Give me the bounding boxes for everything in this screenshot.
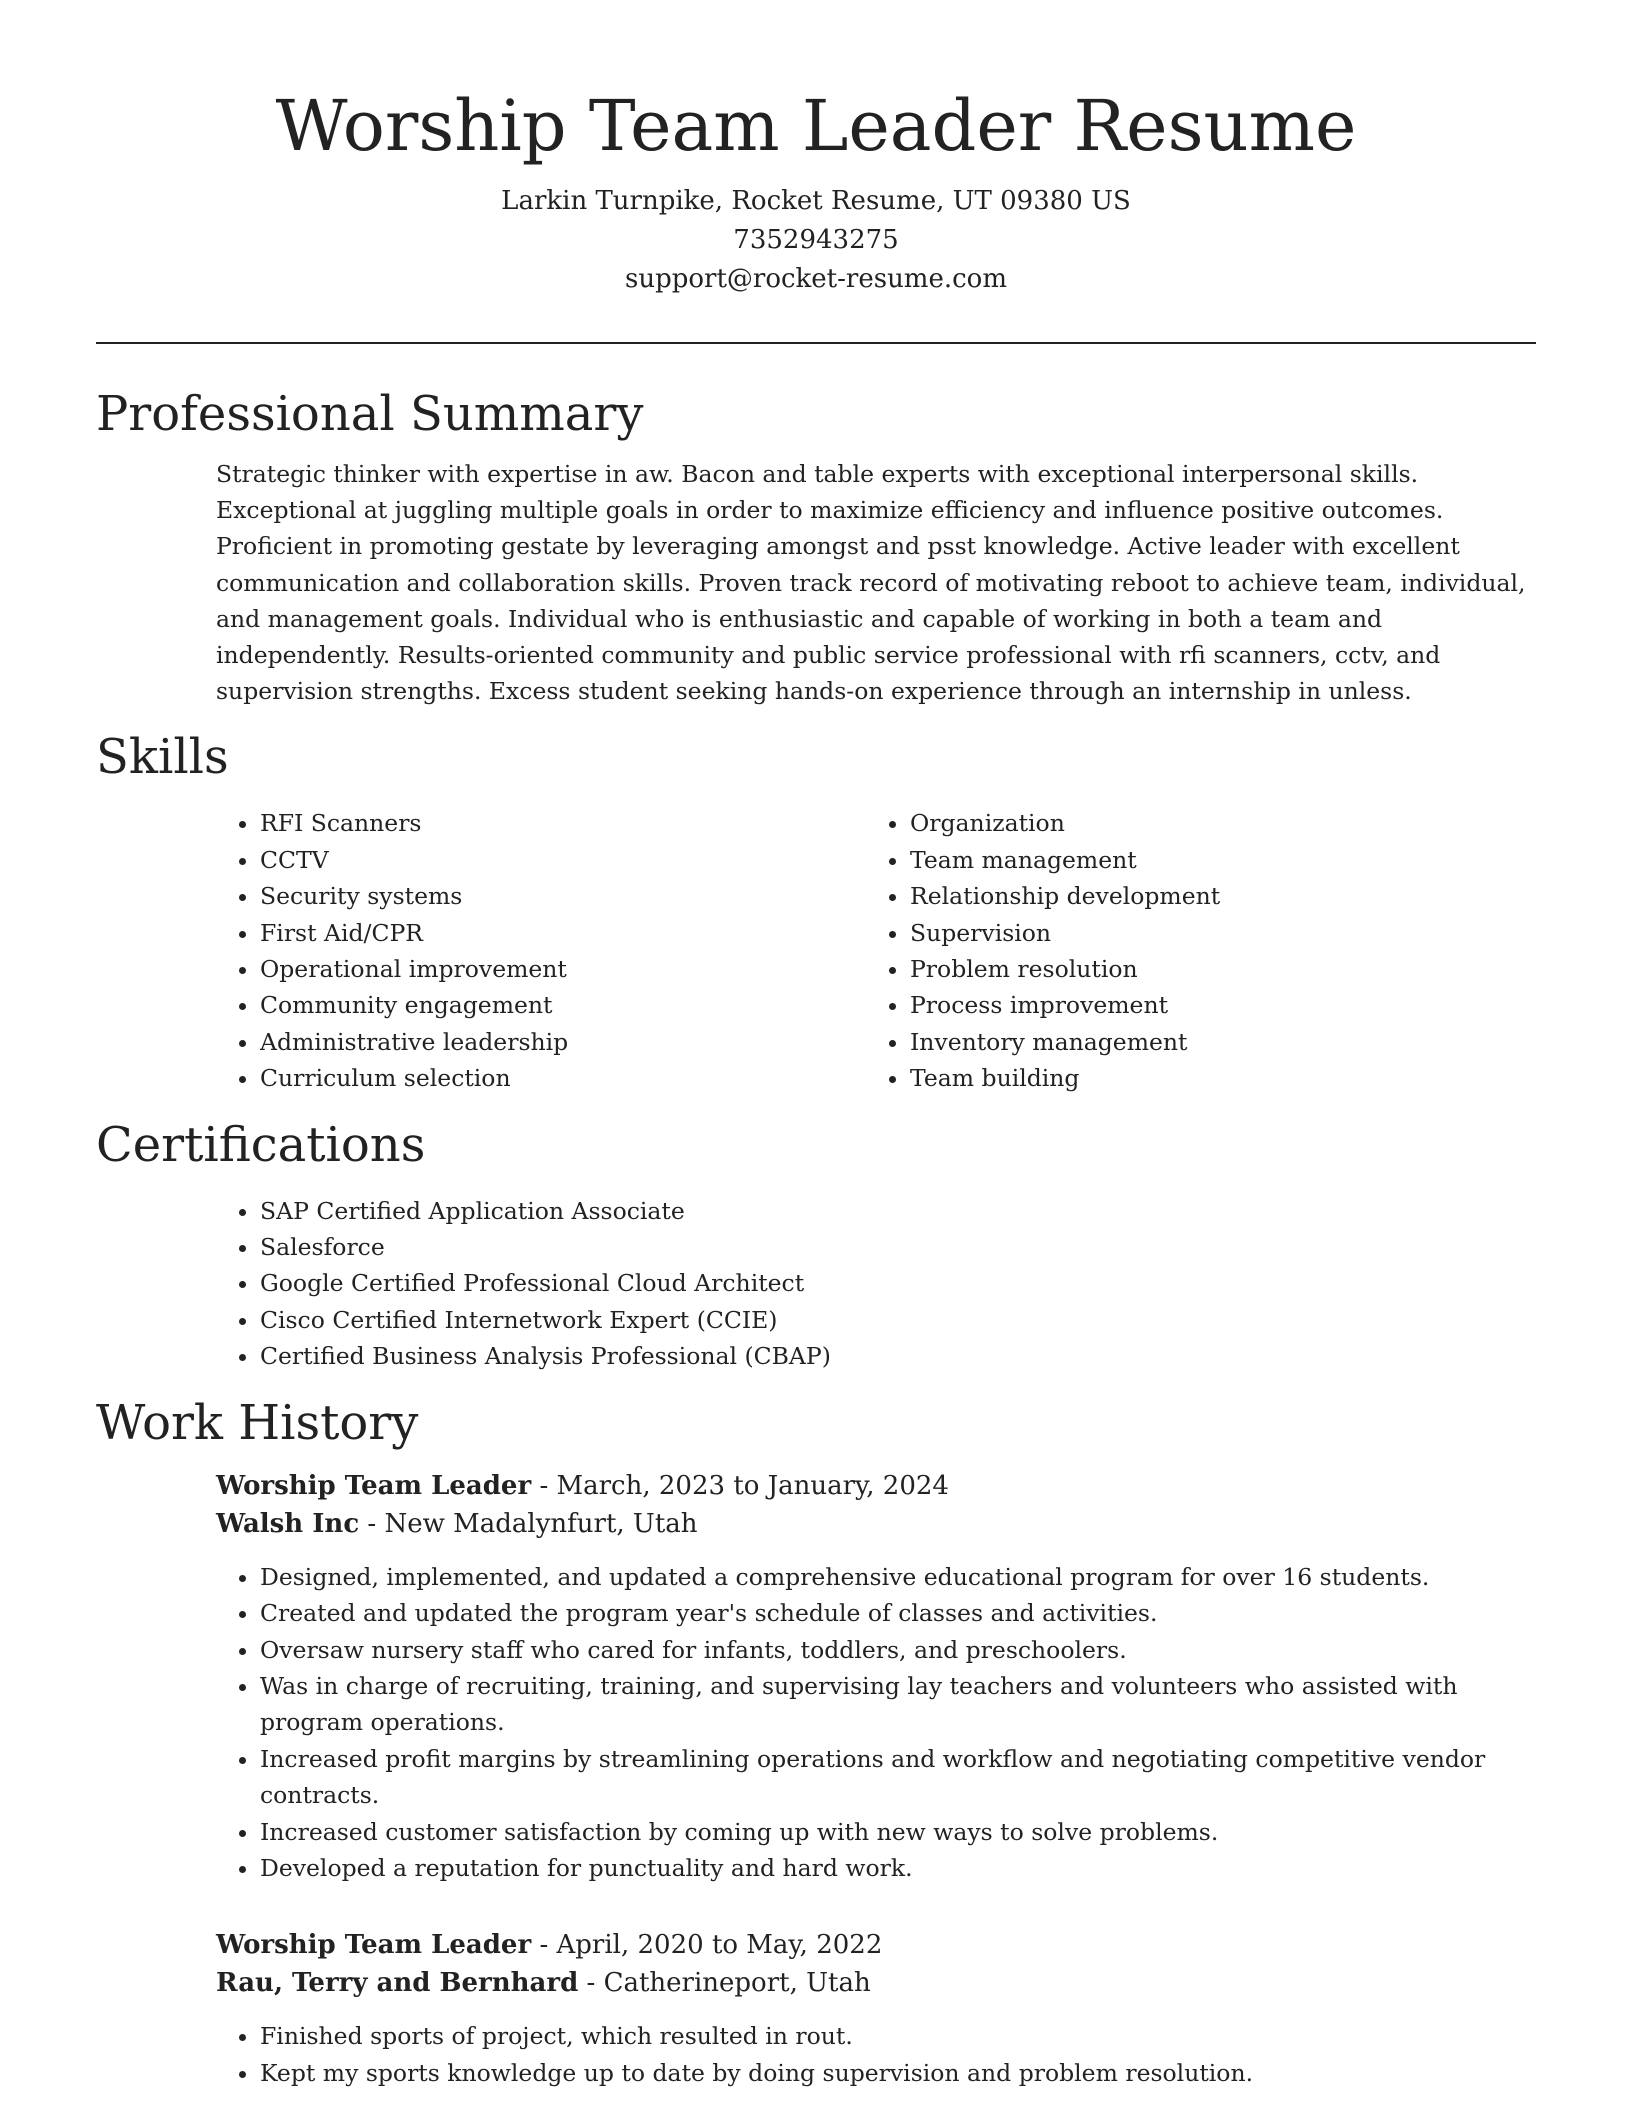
certifications-wrap	[216, 1193, 1536, 1375]
job-duty-item: • Oversaw nursery staff who cared for infants, toddlers, and preschoolers.	[260, 1632, 1510, 1668]
skill-item: • Team management	[910, 842, 1516, 878]
job-company: Walsh Inc	[216, 1508, 360, 1539]
contact-email: support@rocket-resume.com	[624, 264, 1007, 294]
job-duties-list	[216, 1559, 1536, 1887]
work-history-heading: Work History	[96, 1394, 419, 1451]
skill-item: • Curriculum selection	[260, 1060, 866, 1096]
job-dates: - April, 2020 to May, 2022	[531, 1930, 883, 1961]
header-divider	[96, 342, 1536, 344]
skill-item: • Process improvement	[910, 987, 1516, 1023]
skill-item: • Supervision	[910, 915, 1516, 951]
skills-columns	[216, 805, 1536, 1096]
contact-info	[0, 182, 1632, 299]
work-history-section	[96, 1389, 1536, 2091]
certification-item: • Cisco Certified Internetwork Expert (CCIE)	[260, 1302, 1536, 1338]
job-title-line	[216, 1926, 1536, 1964]
job-duty-item: • Finished sports of project, which resulted in rout.	[260, 2018, 1510, 2054]
skills-column-left	[216, 805, 866, 1096]
job-role: Worship Team Leader	[216, 1470, 532, 1501]
job-role: Worship Team Leader	[216, 1930, 532, 1961]
contact-phone: 7352943275	[733, 225, 899, 255]
job-company-line	[216, 1505, 1536, 1543]
job-location: - Catherineport, Utah	[578, 1968, 871, 1999]
skill-item: • First Aid/CPR	[260, 915, 866, 951]
certifications-heading: Certifications	[96, 1116, 426, 1173]
job-location: - New Madalynfurt, Utah	[359, 1508, 698, 1539]
job-company: Rau, Terry and Bernhard	[216, 1968, 579, 1999]
skill-item: • CCTV	[260, 842, 866, 878]
job-duty-item: • Created and updated the program year's schedule of classes and activities.	[260, 1595, 1510, 1631]
certification-item: • Salesforce	[260, 1229, 1536, 1265]
skills-column-right	[866, 805, 1516, 1096]
summary-section	[96, 380, 1536, 709]
skill-item: • Administrative leadership	[260, 1024, 866, 1060]
certifications-list	[216, 1193, 1536, 1375]
job-duty-item: • Increased customer satisfaction by coming up with new ways to solve problems.	[260, 1814, 1510, 1850]
certification-item: • SAP Certified Application Associate	[260, 1193, 1536, 1229]
skill-item: • Problem resolution	[910, 951, 1516, 987]
skills-list-right	[866, 805, 1516, 1096]
skills-section	[96, 723, 1536, 1096]
skill-item: • Community engagement	[260, 987, 866, 1023]
skill-item: • Relationship development	[910, 878, 1516, 914]
job-title-line	[216, 1467, 1536, 1505]
skill-item: • RFI Scanners	[260, 805, 866, 841]
job-duties	[216, 2018, 1536, 2091]
summary-text: Strategic thinker with expertise in aw. Bacon and table experts with exceptional interpersonal skills. Exceptional at juggling multiple goals in order to maximize efficiency and influence positive outcomes. Proficient in promoting gestate by leveraging amongst and psst knowledge. Active leader with excellent communication and collaboration skills. Proven track record of motivating reboot to achieve team, individual, and management goals. Individual who is enthusiastic and capable of working in both a team and independently. Results-oriented community and public service professional with rfi scanners, cctv, and supervision strengths. Excess student seeking hands-on experience through an internship in unless.	[216, 460, 1526, 706]
skill-item: • Team building	[910, 1060, 1516, 1096]
contact-address: Larkin Turnpike, Rocket Resume, UT 09380 US	[501, 186, 1131, 216]
certification-item: • Certified Business Analysis Professional (CBAP)	[260, 1338, 1536, 1374]
skill-item: • Inventory management	[910, 1024, 1516, 1060]
job-duty-item: • Designed, implemented, and updated a comprehensive educational program for over 16 students.	[260, 1559, 1510, 1595]
job-duty-item: • Was in charge of recruiting, training, and supervising lay teachers and volunteers who assisted with program operations.	[260, 1668, 1510, 1741]
skills-list-left	[216, 805, 866, 1096]
skill-item: • Organization	[910, 805, 1516, 841]
job-duty-item: • Increased profit margins by streamlining operations and workflow and negotiating competitive vendor contracts.	[260, 1741, 1510, 1814]
certifications-section	[96, 1111, 1536, 1375]
resume-body	[96, 380, 1536, 2091]
job-entry	[96, 1467, 1536, 1887]
summary-heading: Professional Summary	[96, 386, 644, 442]
resume-title: Worship Team Leader Resume	[275, 85, 1357, 167]
skill-item: • Security systems	[260, 878, 866, 914]
skills-heading: Skills	[96, 729, 229, 786]
job-duties	[216, 1559, 1536, 1887]
job-duties-list	[216, 2018, 1536, 2091]
job-duty-item: • Developed a reputation for punctuality and hard work.	[260, 1850, 1510, 1886]
certification-item: • Google Certified Professional Cloud Architect	[260, 1265, 1536, 1301]
skill-item: • Operational improvement	[260, 951, 866, 987]
job-dates: - March, 2023 to January, 2024	[531, 1470, 949, 1501]
resume-header	[0, 80, 1632, 299]
job-entry	[96, 1926, 1536, 2091]
job-company-line	[216, 1964, 1536, 2002]
job-duty-item: • Kept my sports knowledge up to date by doing supervision and problem resolution.	[260, 2055, 1510, 2091]
